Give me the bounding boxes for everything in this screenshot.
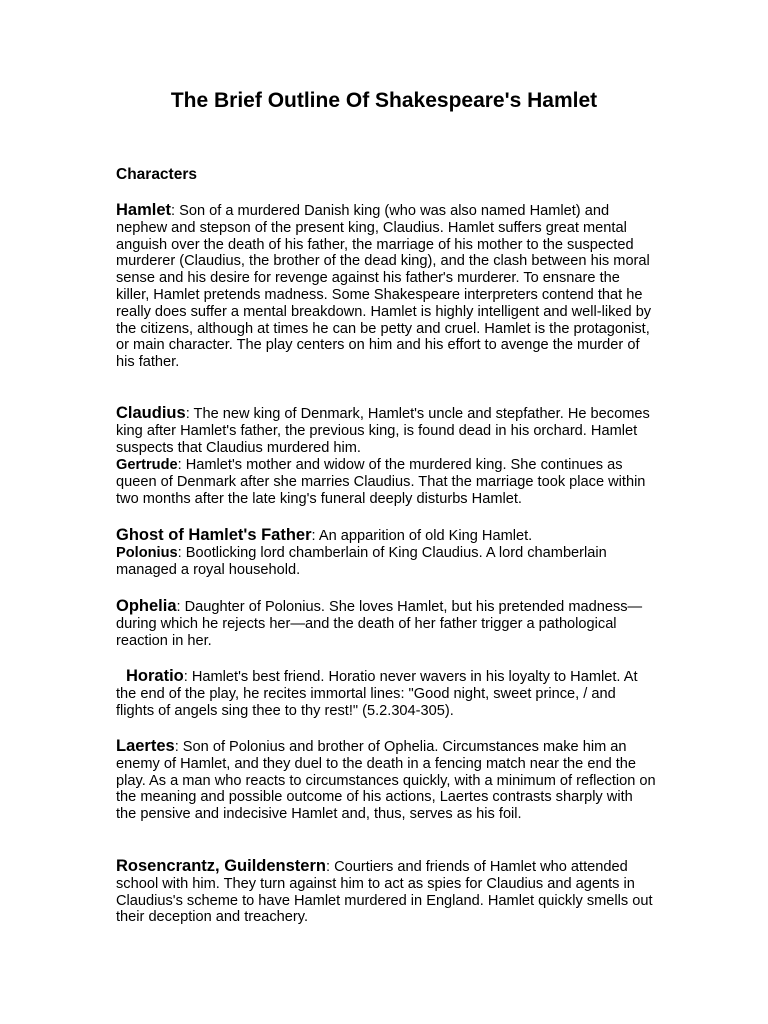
character-entry-rosencrantz-guildenstern (116, 858, 656, 926)
section-heading-characters: Characters (116, 166, 197, 183)
character-name: Gertrude (116, 457, 178, 473)
character-entry-laertes (116, 738, 656, 823)
character-entry-gertrude (116, 457, 656, 507)
character-description: : Son of Polonius and brother of Ophelia. Circumstances make him an enemy of Hamlet, and they duel to the death in a fencing match near the end the play. As a man who reacts to circumstances quickly, with a minimum of reflection on the meaning and possible outcome of his actions, Laertes contrasts sharply with the pensive and indecisive Hamlet and, thus, serves as his foil. (116, 739, 656, 823)
character-name: Claudius (116, 404, 186, 422)
character-entry-claudius (116, 405, 656, 456)
character-name: Ophelia (116, 597, 177, 615)
character-name: Hamlet (116, 201, 172, 219)
character-description: : Courtiers and friends of Hamlet who attended school with him. They turn against him to act as spies for Claudius and agents in Claudius's scheme to have Hamlet murdered in England. Hamlet quickly smells out their deception and treachery. (116, 859, 653, 926)
character-entry-horatio (116, 668, 656, 719)
character-name: Horatio (126, 667, 184, 685)
character-entry-ophelia (116, 598, 656, 649)
character-name: Ghost of Hamlet's Father (116, 526, 312, 544)
character-name: Rosencrantz, Guildenstern (116, 857, 326, 875)
character-name: Polonius (116, 545, 178, 561)
character-entry-ghost (116, 527, 656, 545)
character-description: : Daughter of Polonius. She loves Hamlet, but his pretended madness—during which he rejects her—and the death of her father trigger a pathological reaction in her. (116, 599, 643, 649)
character-description: : Hamlet's best friend. Horatio never wavers in his loyalty to Hamlet. At the end of the play, he recites immortal lines: "Good night, sweet prince, / and flights of angels sing thee to thy rest!" (5.2.304-305). (116, 669, 638, 719)
character-description: : The new king of Denmark, Hamlet's uncle and stepfather. He becomes king after Hamlet's father, the previous king, is found dead in his orchard. Hamlet suspects that Claudius murdered him. (116, 406, 650, 456)
character-description: : Son of a murdered Danish king (who was also named Hamlet) and nephew and stepson of the present king, Claudius. Hamlet suffers great mental anguish over the death of his father, the marriage of his mother to the suspected murderer (Claudius, the brother of the dead king), and the clash between his moral sense and his desire for revenge against his father's murderer. To ensnare the killer, Hamlet pretends madness. Some Shakespeare interpreters contend that he really does suffer a mental breakdown. Hamlet is highly intelligent and well-liked by the citizens, although at times he can be petty and cruel. Hamlet is the protagonist, or main character. The play centers on him and his effort to avenge the murder of his father. (116, 203, 652, 371)
document-title: The Brief Outline Of Shakespeare's Hamlet (170, 89, 598, 112)
character-description: : An apparition of old King Hamlet. (311, 528, 533, 544)
character-entry-hamlet (116, 202, 656, 371)
character-description: : Bootlicking lord chamberlain of King Claudius. A lord chamberlain managed a royal household. (116, 545, 607, 578)
character-name: Laertes (116, 737, 175, 755)
character-entry-polonius (116, 545, 656, 579)
character-description: : Hamlet's mother and widow of the murdered king. She continues as queen of Denmark after she marries Claudius. That the marriage took place within two months after the late king's funeral deeply disturbs Hamlet. (116, 457, 646, 507)
